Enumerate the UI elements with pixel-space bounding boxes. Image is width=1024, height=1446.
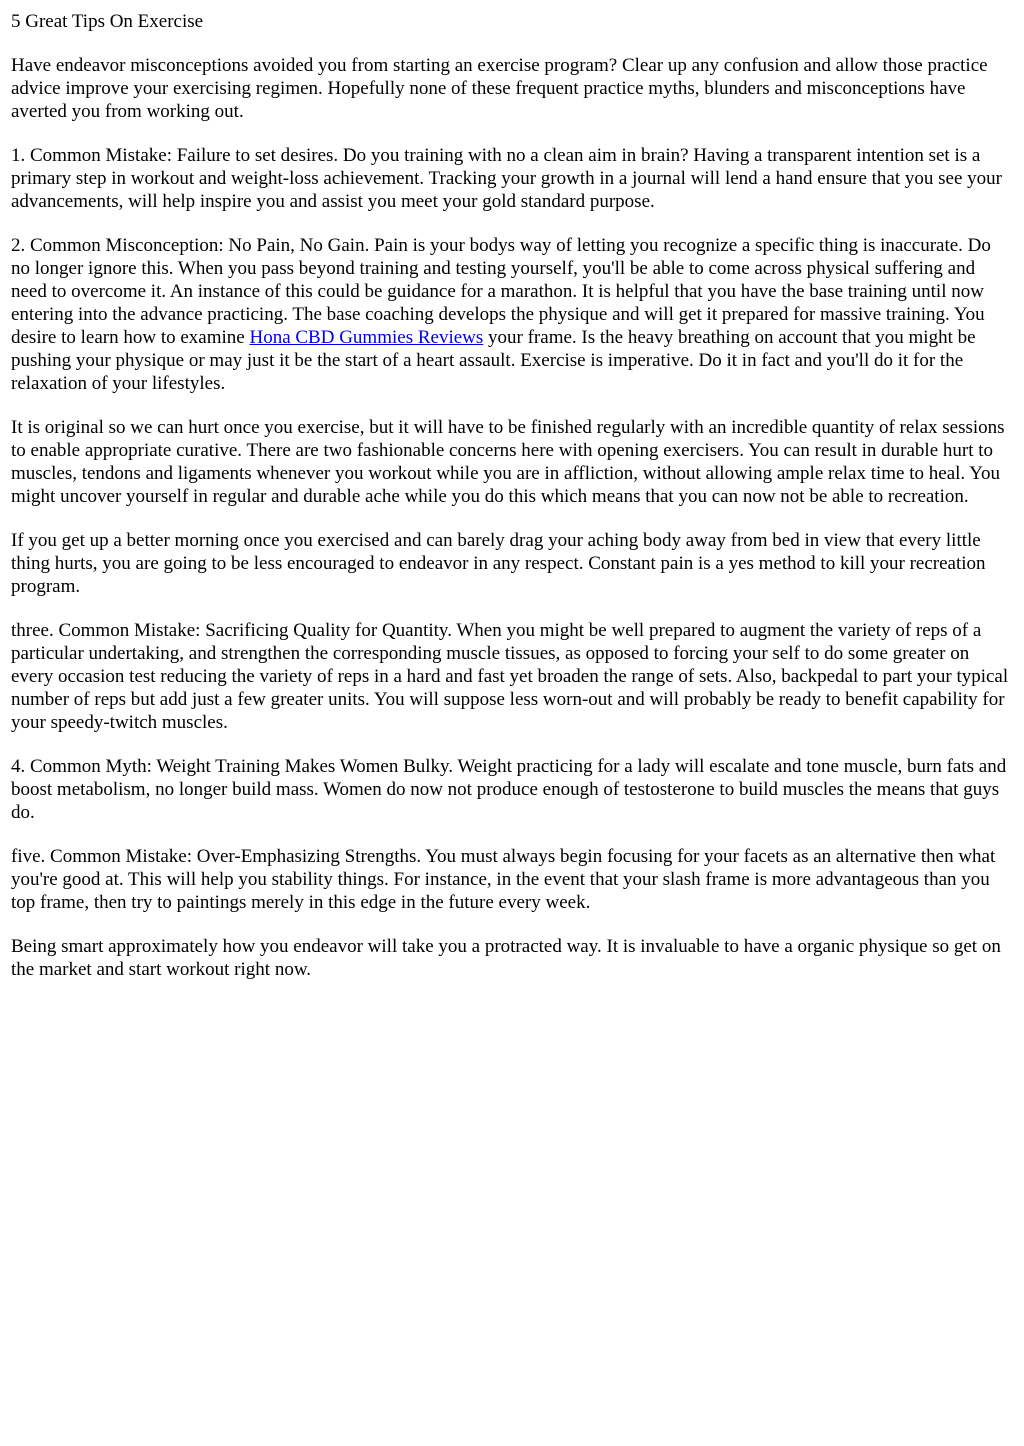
tip-2-text-after-link: your frame. Is the heavy breathing on account that you might be pushing your physique or may just it be the start of a heart assault. Exercise is imperative. Do it in fact and you'll do it for the relaxation of your lifestyles. [11, 327, 976, 394]
hona-cbd-reviews-link[interactable]: Hona CBD Gummies Reviews [249, 327, 484, 348]
tip-2-paragraph [11, 234, 1014, 395]
rest-paragraph: It is original so we can hurt once you exercise, but it will have to be finished regularly with an incredible quantity of relax sessions to enable appropriate curative. There are two fashionable concerns here with opening exercisers. You can result in durable hurt to muscles, tendons and ligaments whenever you workout while you are in affliction, without allowing ample relax time to heal. You might uncover yourself in regular and durable ache while you do this which means that you can now not be able to recreation. [11, 417, 1005, 507]
article-title: 5 Great Tips On Exercise [11, 11, 204, 32]
tip-5-paragraph: five. Common Mistake: Over-Emphasizing Strengths. You must always begin focusing for your facets as an alternative then what you're good at. This will help you stability things. For instance, in the event that your slash frame is more advantageous than you top frame, then try to paintings merely in this edge in the future every week. [11, 846, 996, 913]
intro-paragraph: Have endeavor misconceptions avoided you from starting an exercise program? Clear up any confusion and allow those practice advice improve your exercising regimen. Hopefully none of these frequent practice myths, blunders and misconceptions have averted you from working out. [11, 55, 988, 122]
tip-1-paragraph: 1. Common Mistake: Failure to set desires. Do you training with no a clean aim in brain? Having a transparent intention set is a primary step in workout and weight-loss achievement. Tracking your growth in a journal will lend a hand ensure that you see your advancements, will help inspire you and assist you meet your gold standard purpose. [11, 145, 1002, 212]
tip-2-text-before-link: 2. Common Misconception: No Pain, No Gain. Pain is your bodys way of letting you recognize a specific thing is inaccurate. Do no longer ignore this. When you pass beyond training and testing yourself, you'll be able to come across physical suffering and need to overcome it. An instance of this could be guidance for a marathon. It is helpful that you have the base training until now entering into the advance practicing. The base coaching develops the physique and will get it prepared for massive training. You desire to learn how to examine [11, 235, 991, 348]
tip-3-paragraph: three. Common Mistake: Sacrificing Quality for Quantity. When you might be well prepared to augment the variety of reps of a particular undertaking, and strengthen the corresponding muscle tissues, as opposed to forcing your self to do some greater on every occasion test reducing the variety of reps in a hard and fast yet broaden the range of sets. Also, backpedal to part your typical number of reps but add just a few greater units. You will suppose less worn-out and will probably be ready to benefit capability for your speedy-twitch muscles. [11, 620, 1009, 733]
pain-paragraph: If you get up a better morning once you exercised and can barely drag your aching body away from bed in view that every little thing hurts, you are going to be less encouraged to endeavor in any respect. Constant pain is a yes method to kill your recreation program. [11, 530, 986, 597]
tip-4-paragraph: 4. Common Myth: Weight Training Makes Women Bulky. Weight practicing for a lady will escalate and tone muscle, burn fats and boost metabolism, no longer build mass. Women do now not produce enough of testosterone to build muscles the means that guys do. [11, 756, 1007, 823]
conclusion-paragraph: Being smart approximately how you endeavor will take you a protracted way. It is invaluable to have a organic physique so get on the market and start workout right now. [11, 936, 1001, 980]
